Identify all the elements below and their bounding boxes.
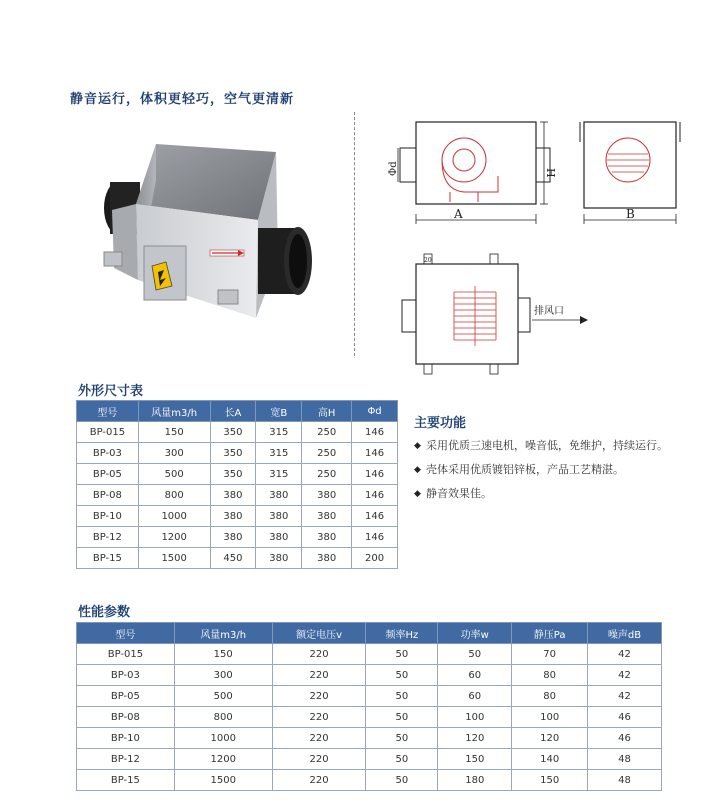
table-cell: 500 — [174, 686, 272, 707]
table-cell: 42 — [588, 686, 662, 707]
table-cell: 150 — [174, 644, 272, 665]
table-cell: 1500 — [138, 548, 210, 569]
column-header: 宽B — [256, 401, 302, 422]
table-row — [77, 749, 662, 770]
column-header: 风量m3/h — [174, 623, 272, 644]
table-cell: 1200 — [138, 527, 210, 548]
feature-text: 静音效果佳。 — [426, 487, 492, 500]
table-cell: 60 — [438, 686, 512, 707]
dim-b-label: B — [626, 207, 635, 221]
feature-text: 采用优质三速电机，噪音低，免维护，持续运行。 — [426, 439, 668, 452]
table-cell: 350 — [210, 422, 256, 443]
column-header: 频率Hz — [366, 623, 438, 644]
table-cell: 60 — [438, 665, 512, 686]
table-cell: 315 — [256, 464, 302, 485]
table-cell: 50 — [366, 770, 438, 791]
table-cell: 450 — [210, 548, 256, 569]
table-cell: 380 — [210, 527, 256, 548]
section-divider — [354, 112, 355, 356]
table-cell: 146 — [352, 464, 398, 485]
table-cell: BP-015 — [77, 644, 175, 665]
table-header-row — [77, 401, 398, 422]
list-item — [414, 463, 714, 477]
dimensions-table-title: 外形尺寸表 — [78, 384, 144, 399]
diamond-bullet-icon: ◆ — [414, 489, 421, 499]
dimensions-table — [76, 400, 398, 569]
table-cell: 146 — [352, 422, 398, 443]
dim-d-label: Φd — [388, 161, 399, 176]
features-section — [414, 412, 714, 511]
table-cell: BP-015 — [77, 422, 139, 443]
table-cell: 42 — [588, 644, 662, 665]
column-header: Φd — [352, 401, 398, 422]
table-row — [77, 728, 662, 749]
table-cell: 380 — [256, 485, 302, 506]
table-row — [77, 665, 662, 686]
table-row — [77, 506, 398, 527]
bottom-fade — [0, 796, 728, 812]
table-cell: 380 — [210, 485, 256, 506]
table-row — [77, 443, 398, 464]
table-row — [77, 548, 398, 569]
table-cell: 220 — [272, 728, 366, 749]
table-row — [77, 422, 398, 443]
table-cell: 250 — [302, 443, 352, 464]
table-row — [77, 707, 662, 728]
table-cell: 146 — [352, 527, 398, 548]
dimension-drawing — [388, 116, 714, 382]
table-cell: 1200 — [174, 749, 272, 770]
table-cell: 800 — [138, 485, 210, 506]
table-cell: 146 — [352, 485, 398, 506]
table-cell: 50 — [366, 686, 438, 707]
table-row — [77, 464, 398, 485]
table-cell: 800 — [174, 707, 272, 728]
diamond-bullet-icon: ◆ — [414, 441, 421, 451]
table-row — [77, 644, 662, 665]
table-row — [77, 770, 662, 791]
features-list — [414, 439, 714, 501]
table-cell: BP-08 — [77, 485, 139, 506]
table-cell: 350 — [210, 464, 256, 485]
dim-h-label: H — [544, 168, 557, 178]
table-cell: 100 — [512, 707, 588, 728]
table-cell: 180 — [438, 770, 512, 791]
table-cell: 1000 — [174, 728, 272, 749]
column-header: 风量m3/h — [138, 401, 210, 422]
table-cell: 50 — [366, 665, 438, 686]
column-header: 噪声dB — [588, 623, 662, 644]
table-cell: 150 — [138, 422, 210, 443]
table-cell: 315 — [256, 422, 302, 443]
table-cell: 380 — [302, 548, 352, 569]
table-cell: BP-08 — [77, 707, 175, 728]
table-cell: 120 — [512, 728, 588, 749]
column-header: 静压Pa — [512, 623, 588, 644]
table-cell: 380 — [302, 485, 352, 506]
table-cell: 100 — [438, 707, 512, 728]
table-cell: 80 — [512, 665, 588, 686]
dim-a-label: A — [454, 207, 463, 221]
table-cell: 380 — [302, 527, 352, 548]
table-cell: 50 — [438, 644, 512, 665]
table-cell: 120 — [438, 728, 512, 749]
column-header: 长A — [210, 401, 256, 422]
table-cell: 220 — [272, 665, 366, 686]
table-cell: 300 — [138, 443, 210, 464]
table-cell: 220 — [272, 707, 366, 728]
table-row — [77, 527, 398, 548]
tab-label: 20 — [424, 257, 432, 264]
table-cell: 220 — [272, 749, 366, 770]
list-item — [414, 439, 714, 453]
diamond-bullet-icon: ◆ — [414, 465, 421, 475]
table-cell: BP-12 — [77, 527, 139, 548]
table-cell: 50 — [366, 728, 438, 749]
table-cell: BP-03 — [77, 443, 139, 464]
table-cell: 380 — [256, 527, 302, 548]
table-cell: 70 — [512, 644, 588, 665]
features-title: 主要功能 — [414, 416, 467, 431]
table-cell: 200 — [352, 548, 398, 569]
table-cell: 150 — [512, 770, 588, 791]
table-cell: 150 — [438, 749, 512, 770]
table-cell: 46 — [588, 707, 662, 728]
table-cell: 1000 — [138, 506, 210, 527]
table-header-row — [77, 623, 662, 644]
product-image — [98, 140, 320, 330]
table-cell: 250 — [302, 422, 352, 443]
table-cell: 220 — [272, 644, 366, 665]
table-cell: 48 — [588, 770, 662, 791]
table-cell: 42 — [588, 665, 662, 686]
table-cell: 220 — [272, 770, 366, 791]
slogan-title: 静音运行，体积更轻巧，空气更清新 — [70, 92, 295, 107]
table-cell: BP-03 — [77, 665, 175, 686]
table-cell: 80 — [512, 686, 588, 707]
list-item — [414, 487, 714, 501]
table-cell: BP-15 — [77, 770, 175, 791]
table-cell: BP-05 — [77, 686, 175, 707]
performance-table — [76, 622, 662, 791]
table-cell: 50 — [366, 707, 438, 728]
table-row — [77, 686, 662, 707]
table-cell: 220 — [272, 686, 366, 707]
column-header: 型号 — [77, 401, 139, 422]
table-cell: 146 — [352, 506, 398, 527]
table-cell: 350 — [210, 443, 256, 464]
column-header: 高H — [302, 401, 352, 422]
exhaust-label: 排风口 — [534, 306, 564, 317]
table-cell: BP-12 — [77, 749, 175, 770]
table-row — [77, 485, 398, 506]
table-cell: 300 — [174, 665, 272, 686]
table-cell: 146 — [352, 443, 398, 464]
column-header: 额定电压v — [272, 623, 366, 644]
table-cell: BP-05 — [77, 464, 139, 485]
table-cell: 1500 — [174, 770, 272, 791]
table-cell: 380 — [256, 506, 302, 527]
table-cell: 380 — [302, 506, 352, 527]
table-cell: 500 — [138, 464, 210, 485]
table-cell: BP-15 — [77, 548, 139, 569]
column-header: 型号 — [77, 623, 175, 644]
table-cell: 50 — [366, 749, 438, 770]
feature-text: 壳体采用优质镀铝锌板，产品工艺精湛。 — [426, 463, 624, 476]
table-cell: 250 — [302, 464, 352, 485]
column-header: 功率w — [438, 623, 512, 644]
table-cell: 380 — [256, 548, 302, 569]
table-cell: 315 — [256, 443, 302, 464]
table-cell: BP-10 — [77, 728, 175, 749]
table-cell: 48 — [588, 749, 662, 770]
table-cell: 46 — [588, 728, 662, 749]
performance-table-title: 性能参数 — [78, 605, 131, 620]
table-cell: 50 — [366, 644, 438, 665]
table-cell: 140 — [512, 749, 588, 770]
table-cell: 380 — [210, 506, 256, 527]
table-cell: BP-10 — [77, 506, 139, 527]
